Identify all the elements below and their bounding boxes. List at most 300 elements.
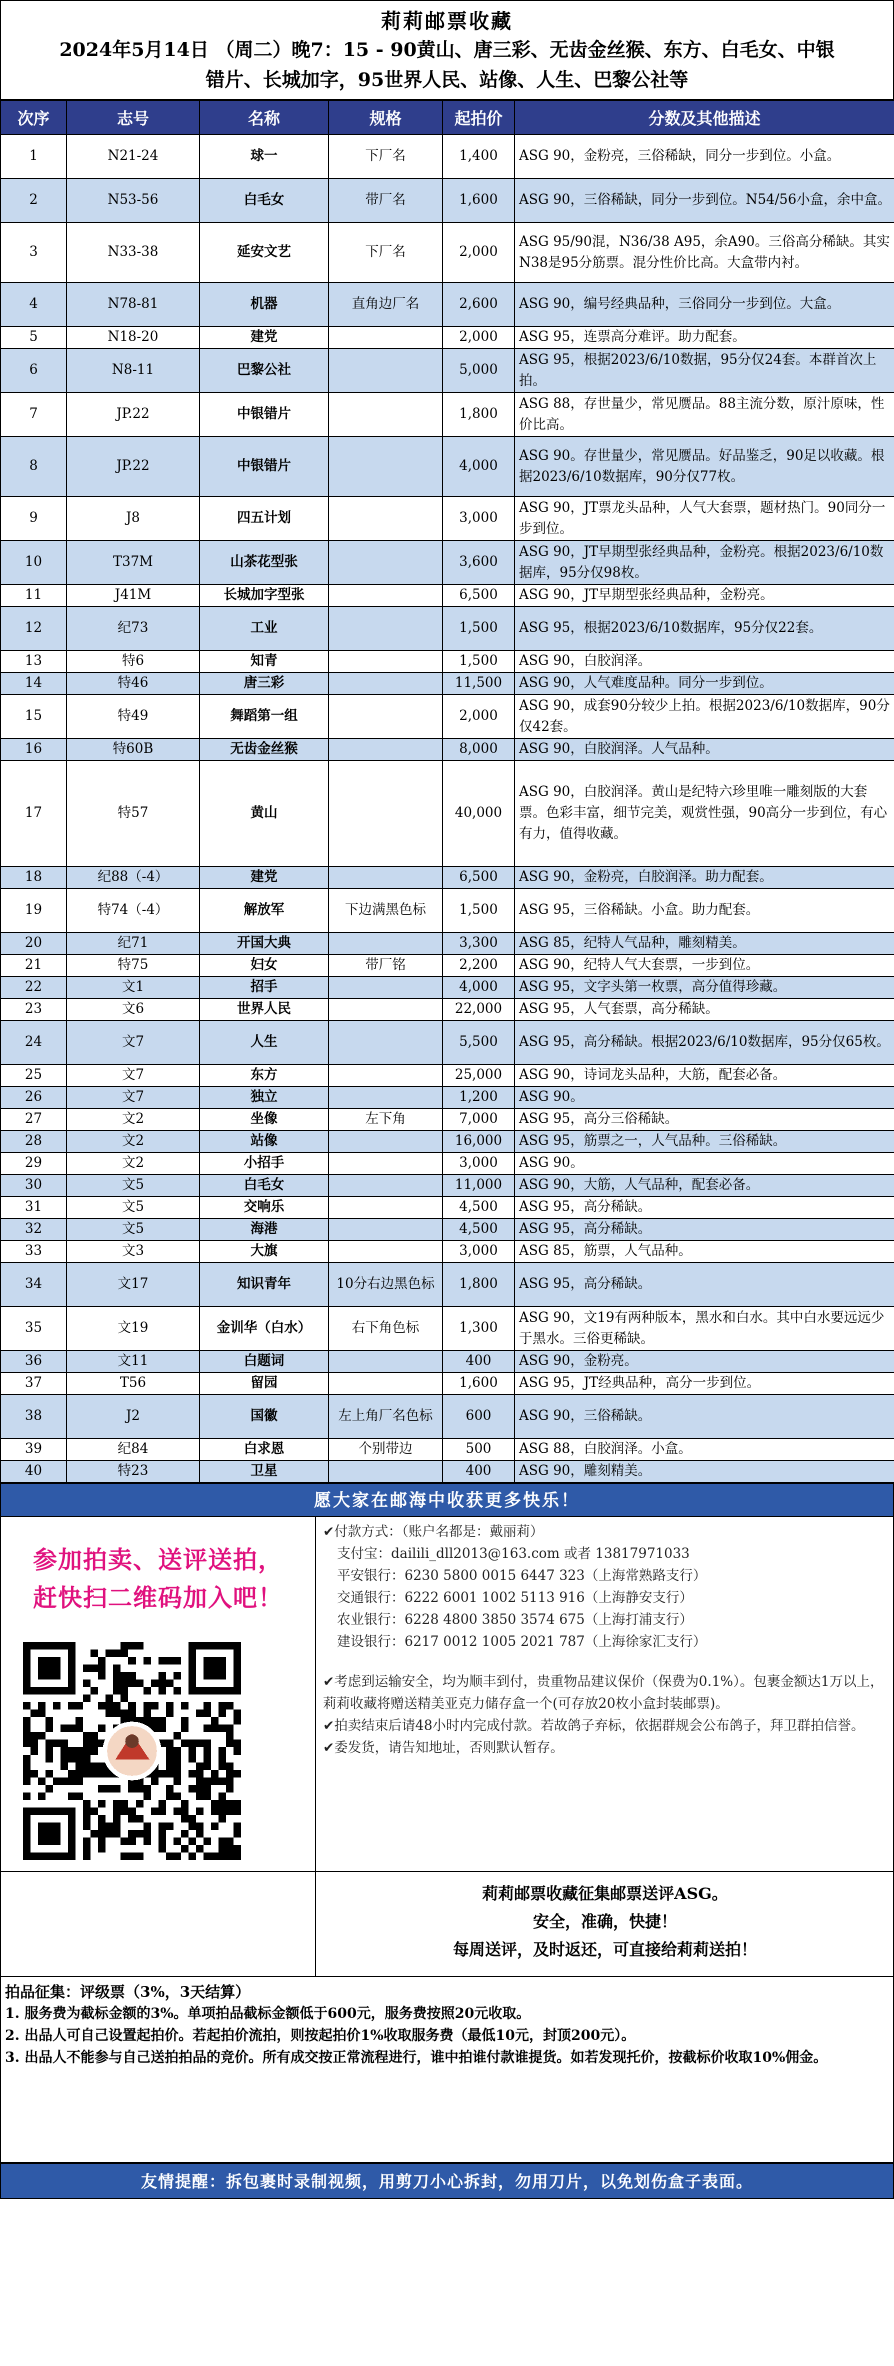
storage-note: ✔委发货，请告知地址，否则默认暂存。 bbox=[323, 1740, 564, 1756]
page-title: 莉莉邮票收藏 bbox=[381, 9, 513, 33]
lot-spec bbox=[329, 349, 443, 393]
table-row bbox=[1, 889, 894, 933]
lot-no: 3 bbox=[1, 223, 67, 283]
lot-name: 白毛女 bbox=[200, 1175, 329, 1197]
lot-name: 唐三彩 bbox=[200, 673, 329, 695]
lot-no: 12 bbox=[1, 607, 67, 651]
table-row bbox=[1, 761, 894, 867]
table-row bbox=[1, 283, 894, 327]
table-row bbox=[1, 1219, 894, 1241]
lot-price: 1,300 bbox=[443, 1307, 515, 1351]
collect-text bbox=[317, 1872, 893, 1976]
bank-line: 平安银行：6230 5800 0015 6447 323（上海常熟路支行） bbox=[337, 1568, 707, 1584]
lot-code: 文2 bbox=[67, 1109, 200, 1131]
lot-desc: ASG 95，连票高分难评。助力配套。 bbox=[515, 327, 894, 349]
table-row bbox=[1, 1087, 894, 1109]
lot-code: J41M bbox=[67, 585, 200, 607]
lot-desc: ASG 95，高分稀缺。 bbox=[515, 1197, 894, 1219]
lot-code: 纪84 bbox=[67, 1439, 200, 1461]
col-header-price: 起拍价 bbox=[443, 101, 515, 135]
lot-code: 文17 bbox=[67, 1263, 200, 1307]
lot-no: 8 bbox=[1, 437, 67, 497]
lot-code: 纪88（-4） bbox=[67, 867, 200, 889]
lot-name: 延安文艺 bbox=[200, 223, 329, 283]
lot-price: 1,200 bbox=[443, 1087, 515, 1109]
lot-no: 18 bbox=[1, 867, 67, 889]
lot-spec: 右下角色标 bbox=[329, 1307, 443, 1351]
lot-no: 39 bbox=[1, 1439, 67, 1461]
lot-desc: ASG 90，编号经典品种，三俗同分一步到位。大盒。 bbox=[515, 283, 894, 327]
table-row bbox=[1, 933, 894, 955]
bank-line: 交通银行：6222 6001 1002 5113 916（上海静安支行） bbox=[337, 1590, 693, 1606]
lot-code: 文7 bbox=[67, 1021, 200, 1065]
collect-left-box bbox=[1, 1872, 316, 1976]
lot-price: 1,800 bbox=[443, 1263, 515, 1307]
lot-desc: ASG 88，存世量少，常见赝品。88主流分数，原汁原味，性价比高。 bbox=[515, 393, 894, 437]
lot-name: 工业 bbox=[200, 607, 329, 651]
lot-no: 35 bbox=[1, 1307, 67, 1351]
table-row bbox=[1, 393, 894, 437]
lot-name: 中银错片 bbox=[200, 393, 329, 437]
lot-price: 2,600 bbox=[443, 283, 515, 327]
lot-price: 1,400 bbox=[443, 135, 515, 179]
lot-price: 6,500 bbox=[443, 585, 515, 607]
lot-code: 特60B bbox=[67, 739, 200, 761]
lot-no: 21 bbox=[1, 955, 67, 977]
lot-spec: 下边满黑色标 bbox=[329, 889, 443, 933]
lot-spec bbox=[329, 1131, 443, 1153]
table-row bbox=[1, 1065, 894, 1087]
lot-name: 世界人民 bbox=[200, 999, 329, 1021]
lot-code: N21-24 bbox=[67, 135, 200, 179]
lot-code: 特57 bbox=[67, 761, 200, 867]
lot-spec bbox=[329, 1351, 443, 1373]
lot-name: 无齿金丝猴 bbox=[200, 739, 329, 761]
rules-section bbox=[0, 1977, 894, 2163]
lot-name: 大旗 bbox=[200, 1241, 329, 1263]
table-row bbox=[1, 223, 894, 283]
lot-spec: 带厂名 bbox=[329, 179, 443, 223]
lot-code: 文5 bbox=[67, 1175, 200, 1197]
table-header-row bbox=[1, 101, 894, 135]
lot-code: N53-56 bbox=[67, 179, 200, 223]
lot-code: N33-38 bbox=[67, 223, 200, 283]
lot-no: 15 bbox=[1, 695, 67, 739]
lot-name: 知青 bbox=[200, 651, 329, 673]
lot-spec bbox=[329, 977, 443, 999]
lot-spec bbox=[329, 867, 443, 889]
lot-no: 2 bbox=[1, 179, 67, 223]
lot-desc: ASG 95，高分稀缺。根据2023/6/10数据库，95分仅65枚。 bbox=[515, 1021, 894, 1065]
lot-price: 400 bbox=[443, 1351, 515, 1373]
bank-line: 农业银行：6228 4800 3850 3574 675（上海打浦支行） bbox=[337, 1612, 693, 1628]
lot-name: 四五计划 bbox=[200, 497, 329, 541]
table-row bbox=[1, 739, 894, 761]
lot-name: 小招手 bbox=[200, 1153, 329, 1175]
lot-code: 纪73 bbox=[67, 607, 200, 651]
lot-name: 招手 bbox=[200, 977, 329, 999]
table-row bbox=[1, 607, 894, 651]
table-row bbox=[1, 1153, 894, 1175]
table-row bbox=[1, 1263, 894, 1307]
lot-spec bbox=[329, 1087, 443, 1109]
table-row bbox=[1, 673, 894, 695]
lot-no: 25 bbox=[1, 1065, 67, 1087]
lot-no: 40 bbox=[1, 1461, 67, 1483]
lot-code: 文2 bbox=[67, 1131, 200, 1153]
table-row bbox=[1, 977, 894, 999]
lot-name: 妇女 bbox=[200, 955, 329, 977]
lot-desc: ASG 95，高分稀缺。 bbox=[515, 1263, 894, 1307]
table-row bbox=[1, 327, 894, 349]
table-row bbox=[1, 955, 894, 977]
lot-name: 知识青年 bbox=[200, 1263, 329, 1307]
payment-panel bbox=[317, 1517, 893, 1871]
payment-title: ✔付款方式：（账户名都是：戴丽莉） bbox=[323, 1524, 544, 1540]
lot-code: 纪71 bbox=[67, 933, 200, 955]
lot-spec bbox=[329, 999, 443, 1021]
lot-price: 6,500 bbox=[443, 867, 515, 889]
lot-price: 3,000 bbox=[443, 497, 515, 541]
lot-no: 23 bbox=[1, 999, 67, 1021]
lot-code: 特49 bbox=[67, 695, 200, 739]
lot-price: 16,000 bbox=[443, 1131, 515, 1153]
lot-price: 11,000 bbox=[443, 1175, 515, 1197]
lot-price: 1,600 bbox=[443, 1373, 515, 1395]
lot-desc: ASG 90，金粉亮，三俗稀缺，同分一步到位。小盒。 bbox=[515, 135, 894, 179]
lot-desc: ASG 90，雕刻精美。 bbox=[515, 1461, 894, 1483]
table-row bbox=[1, 1175, 894, 1197]
lots-table bbox=[0, 100, 894, 1483]
col-header-code: 志号 bbox=[67, 101, 200, 135]
lot-spec bbox=[329, 1175, 443, 1197]
lot-no: 11 bbox=[1, 585, 67, 607]
lot-spec bbox=[329, 607, 443, 651]
lot-price: 1,500 bbox=[443, 889, 515, 933]
table-row bbox=[1, 1395, 894, 1439]
table-row bbox=[1, 1131, 894, 1153]
lot-code: 特75 bbox=[67, 955, 200, 977]
lot-price: 4,000 bbox=[443, 437, 515, 497]
lot-spec bbox=[329, 1241, 443, 1263]
table-row bbox=[1, 585, 894, 607]
lot-price: 5,500 bbox=[443, 1021, 515, 1065]
lot-spec bbox=[329, 327, 443, 349]
promo-text bbox=[1, 1541, 315, 1617]
lot-spec bbox=[329, 1461, 443, 1483]
lot-code: J2 bbox=[67, 1395, 200, 1439]
lot-name: 人生 bbox=[200, 1021, 329, 1065]
lot-code: N18-20 bbox=[67, 327, 200, 349]
lot-code: T37M bbox=[67, 541, 200, 585]
table-row bbox=[1, 1351, 894, 1373]
table-row bbox=[1, 497, 894, 541]
lot-spec bbox=[329, 761, 443, 867]
lot-no: 37 bbox=[1, 1373, 67, 1395]
lot-price: 22,000 bbox=[443, 999, 515, 1021]
lot-spec bbox=[329, 1373, 443, 1395]
collect-section bbox=[0, 1872, 894, 1977]
lot-price: 1,600 bbox=[443, 179, 515, 223]
lot-no: 32 bbox=[1, 1219, 67, 1241]
lot-name: 中银错片 bbox=[200, 437, 329, 497]
lot-desc: ASG 90，纪特人气大套票，一步到位。 bbox=[515, 955, 894, 977]
rule-item: 1. 服务费为截标金额的3%。单项拍品截标金额低于600元，服务费按照20元收取。 bbox=[5, 2006, 531, 2022]
lot-no: 9 bbox=[1, 497, 67, 541]
lot-no: 19 bbox=[1, 889, 67, 933]
lot-code: 文2 bbox=[67, 1153, 200, 1175]
col-header-name: 名称 bbox=[200, 101, 329, 135]
lot-no: 33 bbox=[1, 1241, 67, 1263]
lot-no: 34 bbox=[1, 1263, 67, 1307]
lot-desc: ASG 95，根据2023/6/10数据库，95分仅22套。 bbox=[515, 607, 894, 651]
table-row bbox=[1, 541, 894, 585]
lot-price: 2,000 bbox=[443, 327, 515, 349]
lot-desc: ASG 88，白胶润泽。小盒。 bbox=[515, 1439, 894, 1461]
bank-line: 建设银行：6217 0012 1005 2021 787（上海徐家汇支行） bbox=[337, 1634, 707, 1650]
info-section bbox=[0, 1517, 894, 1872]
lot-desc: ASG 90，金粉亮，白胶润泽。助力配套。 bbox=[515, 867, 894, 889]
rules-title: 拍品征集：评级票（3%，3天结算） bbox=[5, 1983, 251, 2001]
lot-desc: ASG 90，文19有两种版本，黑水和白水。其中白水要远远少于黑水。三俗更稀缺。 bbox=[515, 1307, 894, 1351]
lot-price: 3,600 bbox=[443, 541, 515, 585]
lot-name: 长城加字型张 bbox=[200, 585, 329, 607]
lot-name: 东方 bbox=[200, 1065, 329, 1087]
lot-no: 36 bbox=[1, 1351, 67, 1373]
qr-code-icon[interactable] bbox=[23, 1642, 241, 1860]
lot-name: 球一 bbox=[200, 135, 329, 179]
lot-desc: ASG 90，JT票龙头品种，人气大套票，题材热门。90同分一步到位。 bbox=[515, 497, 894, 541]
lot-desc: ASG 90，白胶润泽。黄山是纪特六珍里唯一雕刻版的大套票。色彩丰富，细节完美，观赏性强，90高分一步到位，有心有力，值得收藏。 bbox=[515, 761, 894, 867]
lot-price: 7,000 bbox=[443, 1109, 515, 1131]
lot-spec bbox=[329, 651, 443, 673]
lot-desc: ASG 95，根据2023/6/10数据，95分仅24套。本群首次上拍。 bbox=[515, 349, 894, 393]
footer-reminder: 友情提醒：拆包裹时录制视频，用剪刀小心拆封，勿用刀片，以免划伤盒子表面。 bbox=[0, 2163, 894, 2199]
lot-name: 建党 bbox=[200, 867, 329, 889]
table-row bbox=[1, 999, 894, 1021]
lot-code: 文19 bbox=[67, 1307, 200, 1351]
lot-spec bbox=[329, 497, 443, 541]
lot-desc: ASG 95，JT经典品种，高分一步到位。 bbox=[515, 1373, 894, 1395]
lot-desc: ASG 90。存世量少，常见赝品。好品鉴乏，90足以收藏。根据2023/6/10数据库，90分仅77枚。 bbox=[515, 437, 894, 497]
lot-spec: 左上角厂名色标 bbox=[329, 1395, 443, 1439]
table-row bbox=[1, 1461, 894, 1483]
lot-name: 海港 bbox=[200, 1219, 329, 1241]
table-row bbox=[1, 1241, 894, 1263]
payment-alipay: 支付宝：dailili_dll2013@163.com 或者 13817971033 bbox=[337, 1546, 690, 1562]
lot-spec: 10分右边黑色标 bbox=[329, 1263, 443, 1307]
lot-desc: ASG 95，高分稀缺。 bbox=[515, 1219, 894, 1241]
lot-desc: ASG 85，纪特人气品种，雕刻精美。 bbox=[515, 933, 894, 955]
lot-no: 30 bbox=[1, 1175, 67, 1197]
lot-spec bbox=[329, 1197, 443, 1219]
lot-price: 5,000 bbox=[443, 349, 515, 393]
lot-price: 2,000 bbox=[443, 695, 515, 739]
page-subtitle-line1: 2024年5月14日 （周二）晚7：15 - 90黄山、唐三彩、无齿金丝猴、东方、白毛女、中银 bbox=[59, 39, 835, 61]
lot-code: 文6 bbox=[67, 999, 200, 1021]
lot-spec bbox=[329, 437, 443, 497]
lot-spec bbox=[329, 1021, 443, 1065]
lot-desc: ASG 90，三俗稀缺。 bbox=[515, 1395, 894, 1439]
lot-desc: ASG 90，成套90分较少上拍。根据2023/6/10数据库，90分仅42套。 bbox=[515, 695, 894, 739]
table-row bbox=[1, 867, 894, 889]
lot-price: 500 bbox=[443, 1439, 515, 1461]
lot-no: 20 bbox=[1, 933, 67, 955]
lot-price: 1,500 bbox=[443, 607, 515, 651]
lot-spec bbox=[329, 541, 443, 585]
table-row bbox=[1, 651, 894, 673]
lot-desc: ASG 85，筋票，人气品种。 bbox=[515, 1241, 894, 1263]
lot-no: 13 bbox=[1, 651, 67, 673]
lot-desc: ASG 90，人气难度品种。同分一步到位。 bbox=[515, 673, 894, 695]
lot-no: 26 bbox=[1, 1087, 67, 1109]
lot-name: 留园 bbox=[200, 1373, 329, 1395]
table-row bbox=[1, 135, 894, 179]
lot-name: 解放军 bbox=[200, 889, 329, 933]
lot-no: 5 bbox=[1, 327, 67, 349]
lot-name: 交响乐 bbox=[200, 1197, 329, 1219]
lot-name: 山茶花型张 bbox=[200, 541, 329, 585]
lot-no: 1 bbox=[1, 135, 67, 179]
table-row bbox=[1, 179, 894, 223]
lot-spec bbox=[329, 1219, 443, 1241]
lot-desc: ASG 90，白胶润泽。 bbox=[515, 651, 894, 673]
lot-no: 24 bbox=[1, 1021, 67, 1065]
lot-spec bbox=[329, 739, 443, 761]
lot-price: 1,800 bbox=[443, 393, 515, 437]
lot-code: N78-81 bbox=[67, 283, 200, 327]
table-row bbox=[1, 1373, 894, 1395]
collect-line3: 每周送评，及时返还，可直接给莉莉送拍！ bbox=[452, 1940, 757, 1959]
lot-code: 文5 bbox=[67, 1219, 200, 1241]
lot-price: 25,000 bbox=[443, 1065, 515, 1087]
table-row bbox=[1, 1307, 894, 1351]
lot-code: N8-11 bbox=[67, 349, 200, 393]
lot-code: JP.22 bbox=[67, 437, 200, 497]
lot-no: 17 bbox=[1, 761, 67, 867]
lot-no: 28 bbox=[1, 1131, 67, 1153]
lot-no: 10 bbox=[1, 541, 67, 585]
lot-spec bbox=[329, 585, 443, 607]
lot-desc: ASG 90，金粉亮。 bbox=[515, 1351, 894, 1373]
lot-code: J8 bbox=[67, 497, 200, 541]
lot-desc: ASG 95，文字头第一枚票，高分值得珍藏。 bbox=[515, 977, 894, 999]
lot-desc: ASG 90，三俗稀缺，同分一步到位。N54/56小盒，余中盒。 bbox=[515, 179, 894, 223]
lot-spec: 个别带边 bbox=[329, 1439, 443, 1461]
lot-desc: ASG 90，JT早期型张经典品种，金粉亮。 bbox=[515, 585, 894, 607]
lot-name: 卫星 bbox=[200, 1461, 329, 1483]
lot-desc: ASG 90，JT早期型张经典品种，金粉亮。根据2023/6/10数据库，95分仅98枚。 bbox=[515, 541, 894, 585]
header bbox=[0, 0, 894, 100]
lot-price: 8,000 bbox=[443, 739, 515, 761]
collect-line2: 安全，准确，快捷！ bbox=[532, 1912, 677, 1931]
rule-item: 3. 出品人不能参与自己送拍拍品的竞价。所有成交按正常流程进行，谁中拍谁付款谁提货。如若发现托价，按截标价收取10%佣金。 bbox=[5, 2050, 828, 2066]
lot-name: 白求恩 bbox=[200, 1439, 329, 1461]
lot-name: 舞蹈第一组 bbox=[200, 695, 329, 739]
collect-line1: 莉莉邮票收藏征集邮票送评ASG。 bbox=[482, 1884, 728, 1903]
lot-price: 400 bbox=[443, 1461, 515, 1483]
lot-code: 文7 bbox=[67, 1065, 200, 1087]
col-header-spec: 规格 bbox=[329, 101, 443, 135]
lot-no: 22 bbox=[1, 977, 67, 999]
lot-name: 独立 bbox=[200, 1087, 329, 1109]
lot-desc: ASG 95，筋票之一，人气品种。三俗稀缺。 bbox=[515, 1131, 894, 1153]
lot-code: 文11 bbox=[67, 1351, 200, 1373]
lot-code: JP.22 bbox=[67, 393, 200, 437]
lot-code: 文3 bbox=[67, 1241, 200, 1263]
shipping-note: ✔考虑到运输安全，均为顺丰到付，贵重物品建议保价（保费为0.1%）。包裹金额达1万以上，莉莉收藏将赠送精美亚克力储存盒一个(可存放20枚小盒封装邮票)。 bbox=[323, 1674, 884, 1712]
lot-name: 金训华（白水） bbox=[200, 1307, 329, 1351]
lot-code: T56 bbox=[67, 1373, 200, 1395]
lot-spec bbox=[329, 933, 443, 955]
lot-price: 11,500 bbox=[443, 673, 515, 695]
lot-spec bbox=[329, 1065, 443, 1087]
lot-spec: 下厂名 bbox=[329, 135, 443, 179]
lot-price: 3,300 bbox=[443, 933, 515, 955]
lot-code: 特23 bbox=[67, 1461, 200, 1483]
lot-spec bbox=[329, 1153, 443, 1175]
col-header-no: 次序 bbox=[1, 101, 67, 135]
lot-price: 40,000 bbox=[443, 761, 515, 867]
lot-name: 机器 bbox=[200, 283, 329, 327]
lot-desc: ASG 90，大筋，人气品种，配套必备。 bbox=[515, 1175, 894, 1197]
lot-desc: ASG 95/90混，N36/38 A95，余A90。三俗高分稀缺。其实N38是95分筋票。混分性价比高。大盒带内衬。 bbox=[515, 223, 894, 283]
lot-desc: ASG 95，三俗稀缺。小盒。助力配套。 bbox=[515, 889, 894, 933]
lot-price: 4,500 bbox=[443, 1197, 515, 1219]
table-row bbox=[1, 1197, 894, 1219]
lot-no: 29 bbox=[1, 1153, 67, 1175]
lot-spec: 直角边厂名 bbox=[329, 283, 443, 327]
lot-no: 16 bbox=[1, 739, 67, 761]
lot-code: 文5 bbox=[67, 1197, 200, 1219]
lot-code: 特74（-4） bbox=[67, 889, 200, 933]
lot-price: 1,500 bbox=[443, 651, 515, 673]
lot-desc: ASG 95，人气套票，高分稀缺。 bbox=[515, 999, 894, 1021]
lot-desc: ASG 90，白胶润泽。人气品种。 bbox=[515, 739, 894, 761]
lot-name: 国徽 bbox=[200, 1395, 329, 1439]
lot-no: 31 bbox=[1, 1197, 67, 1219]
lot-code: 文7 bbox=[67, 1087, 200, 1109]
lot-spec: 下厂名 bbox=[329, 223, 443, 283]
lot-no: 14 bbox=[1, 673, 67, 695]
lot-price: 2,200 bbox=[443, 955, 515, 977]
table-row bbox=[1, 1021, 894, 1065]
lot-spec bbox=[329, 393, 443, 437]
lot-name: 建党 bbox=[200, 327, 329, 349]
lot-price: 600 bbox=[443, 1395, 515, 1439]
lot-no: 6 bbox=[1, 349, 67, 393]
table-row bbox=[1, 349, 894, 393]
table-row bbox=[1, 1109, 894, 1131]
lot-no: 38 bbox=[1, 1395, 67, 1439]
lot-spec bbox=[329, 695, 443, 739]
lots-body bbox=[1, 135, 894, 1483]
lot-name: 巴黎公社 bbox=[200, 349, 329, 393]
lot-code: 特46 bbox=[67, 673, 200, 695]
lot-name: 白毛女 bbox=[200, 179, 329, 223]
wish-banner: 愿大家在邮海中收获更多快乐！ bbox=[0, 1483, 894, 1517]
rule-item: 2. 出品人可自己设置起拍价。若起拍价流拍，则按起拍价1%收取服务费（最低10元，封顶200元）。 bbox=[5, 2028, 636, 2044]
lot-price: 4,500 bbox=[443, 1219, 515, 1241]
lot-no: 27 bbox=[1, 1109, 67, 1131]
lot-name: 坐像 bbox=[200, 1109, 329, 1131]
lot-spec bbox=[329, 673, 443, 695]
lot-desc: ASG 90，诗词龙头品种，大筋，配套必备。 bbox=[515, 1065, 894, 1087]
table-row bbox=[1, 1439, 894, 1461]
lot-name: 站像 bbox=[200, 1131, 329, 1153]
lot-no: 7 bbox=[1, 393, 67, 437]
payment-deadline-note: ✔拍卖结束后请48小时内完成付款。若故鸽子弃标，依据群规会公布鸽子，拜卫群拍信誉。 bbox=[323, 1718, 865, 1734]
